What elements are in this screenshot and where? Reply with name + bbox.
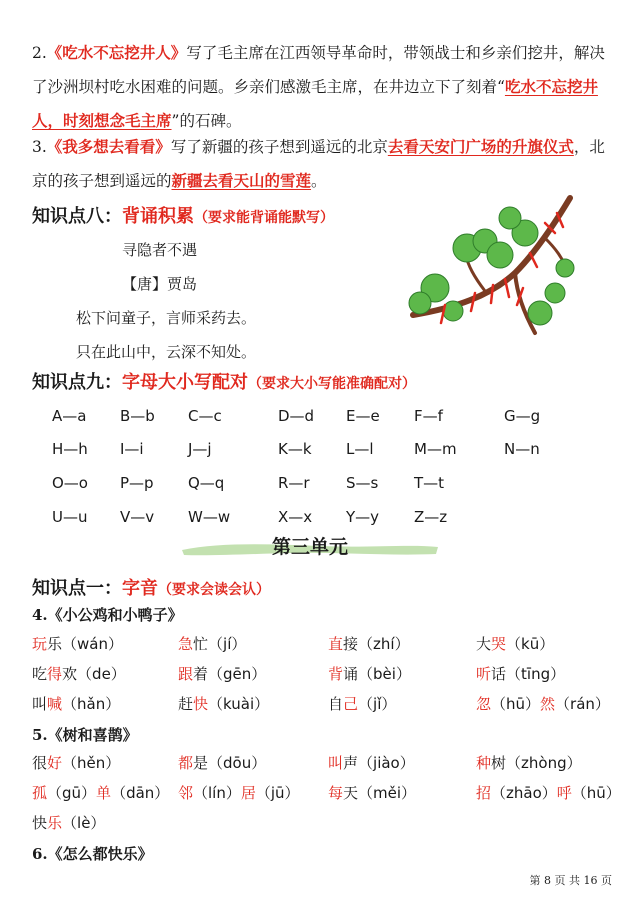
knowledge-point-8-heading	[32, 204, 334, 231]
letter-pair: B—b	[120, 407, 155, 425]
lesson-2-summary	[32, 36, 612, 138]
lesson-5-title: 5.《树和喜鹊》	[32, 726, 138, 744]
poem-title: 寻隐者不遇	[122, 241, 198, 259]
knowledge-note: （要求能背诵能默写）	[194, 210, 334, 226]
letter-pair: S—s	[346, 474, 379, 492]
unit-3-title-block	[180, 532, 440, 566]
summary-text: 写了毛主席在江西领导革命时，带领战士和乡亲们挖井，解决了沙洲坝村吃水困难的问题。乡亲们感激毛主席，在井边立下了刻着“	[32, 44, 605, 96]
letter-pair: U—u	[52, 508, 88, 526]
knowledge-note: （要求会读会认）	[158, 582, 270, 598]
vocab-item: 忽（hū）然（rán）	[476, 695, 610, 713]
lesson-6-title: 6.《怎么都快乐》	[32, 845, 153, 863]
knowledge-point-9-heading	[32, 370, 416, 397]
letter-pair: T—t	[414, 474, 445, 492]
letter-pair: D—d	[278, 407, 315, 425]
vocab-item: 每天（měi）	[328, 784, 417, 802]
knowledge-topic: 字音	[122, 578, 158, 599]
letter-pair: N—n	[504, 440, 540, 458]
letter-pair: K—k	[278, 440, 312, 458]
vocab-item: 玩乐（wán）	[32, 635, 123, 653]
letter-pair: H—h	[52, 440, 88, 458]
letter-pair: M—m	[414, 440, 457, 458]
letter-pair: Q—q	[188, 474, 225, 492]
letter-pair: A—a	[52, 407, 87, 425]
vocab-item: 邻（lín）居（jū）	[178, 784, 300, 802]
letter-pair: R—r	[278, 474, 310, 492]
letter-pair: I—i	[120, 440, 144, 458]
lesson-4-title: 4.《小公鸡和小鸭子》	[32, 606, 183, 624]
vocab-item: 很好（hěn）	[32, 754, 121, 772]
letter-pair: C—c	[188, 407, 222, 425]
poem-author: 【唐】贾岛	[122, 275, 198, 293]
vocab-item: 孤（gū）单（dān）	[32, 784, 170, 802]
lesson-title: 《吃水不忘挖井人》	[46, 43, 187, 62]
letter-pair: O—o	[52, 474, 88, 492]
summary-text: 写了新疆的孩子想到遥远的北京	[170, 138, 388, 156]
letter-pair: X—x	[278, 508, 313, 526]
vocab-item: 自己（jǐ）	[328, 695, 397, 713]
summary-highlight: 去看天安门广场的升旗仪式	[387, 137, 574, 156]
vocab-item: 直接（zhí）	[328, 635, 410, 653]
vocab-item: 快乐（lè）	[32, 814, 106, 832]
knowledge-label: 知识点一：	[32, 578, 122, 599]
summary-text: ”的石碑。	[171, 112, 242, 130]
letter-pair: P—p	[120, 474, 154, 492]
knowledge-topic: 背诵积累	[122, 206, 194, 227]
letter-pair: F—f	[414, 407, 443, 425]
letter-pair: V—v	[120, 508, 155, 526]
letter-pair: Y—y	[346, 508, 380, 526]
unit-3-knowledge-point-1-heading	[32, 576, 270, 603]
poem-line-2: 只在此山中，云深不知处。	[76, 343, 257, 361]
summary-highlight: 新疆去看天山的雪莲	[171, 171, 312, 190]
vocab-item: 大哭（kū）	[476, 635, 555, 653]
vocab-item: 急忙（jí）	[178, 635, 247, 653]
letter-pair: Z—z	[414, 508, 448, 526]
letter-pair: E—e	[346, 407, 380, 425]
poem-line-1: 松下问童子，言师采药去。	[76, 309, 257, 327]
knowledge-label: 知识点九：	[32, 372, 122, 393]
pine-branch-illustration	[405, 193, 575, 343]
lesson-number: 3.	[32, 138, 47, 156]
vocab-item: 赶快（kuài）	[178, 695, 270, 713]
letter-pair: W—w	[188, 508, 231, 526]
summary-text: 。	[311, 172, 327, 190]
vocab-item: 招（zhāo）呼（hū）	[476, 784, 621, 802]
vocab-item: 种树（zhòng）	[476, 754, 582, 772]
summary-text: ，北京的孩子想到遥远的	[32, 138, 605, 190]
summary-highlight: 吃水不忘挖井人，时刻想念毛主席	[32, 77, 598, 130]
vocab-item: 叫声（jiào）	[328, 754, 415, 772]
lesson-number: 2.	[32, 44, 47, 62]
knowledge-label: 知识点八：	[32, 206, 122, 227]
page-number: 第 8 页 共 16 页	[529, 874, 612, 887]
lesson-title: 《我多想去看看》	[46, 137, 171, 156]
letter-pair: J—j	[188, 440, 212, 458]
vocab-item: 吃得欢（de）	[32, 665, 126, 683]
vocab-item: 叫喊（hǎn）	[32, 695, 121, 713]
vocab-item: 都是（dōu）	[178, 754, 267, 772]
knowledge-topic: 字母大小写配对	[122, 372, 248, 393]
vocab-item: 跟着（gēn）	[178, 665, 267, 683]
vocab-item: 背诵（bèi）	[328, 665, 411, 683]
letter-pair: G—g	[504, 407, 541, 425]
knowledge-note: （要求大小写能准确配对）	[248, 376, 416, 392]
letter-pair: L—l	[346, 440, 374, 458]
vocab-item: 听话（tīng）	[476, 665, 566, 683]
lesson-3-summary	[32, 130, 612, 198]
unit-title: 第三单元	[271, 536, 348, 558]
